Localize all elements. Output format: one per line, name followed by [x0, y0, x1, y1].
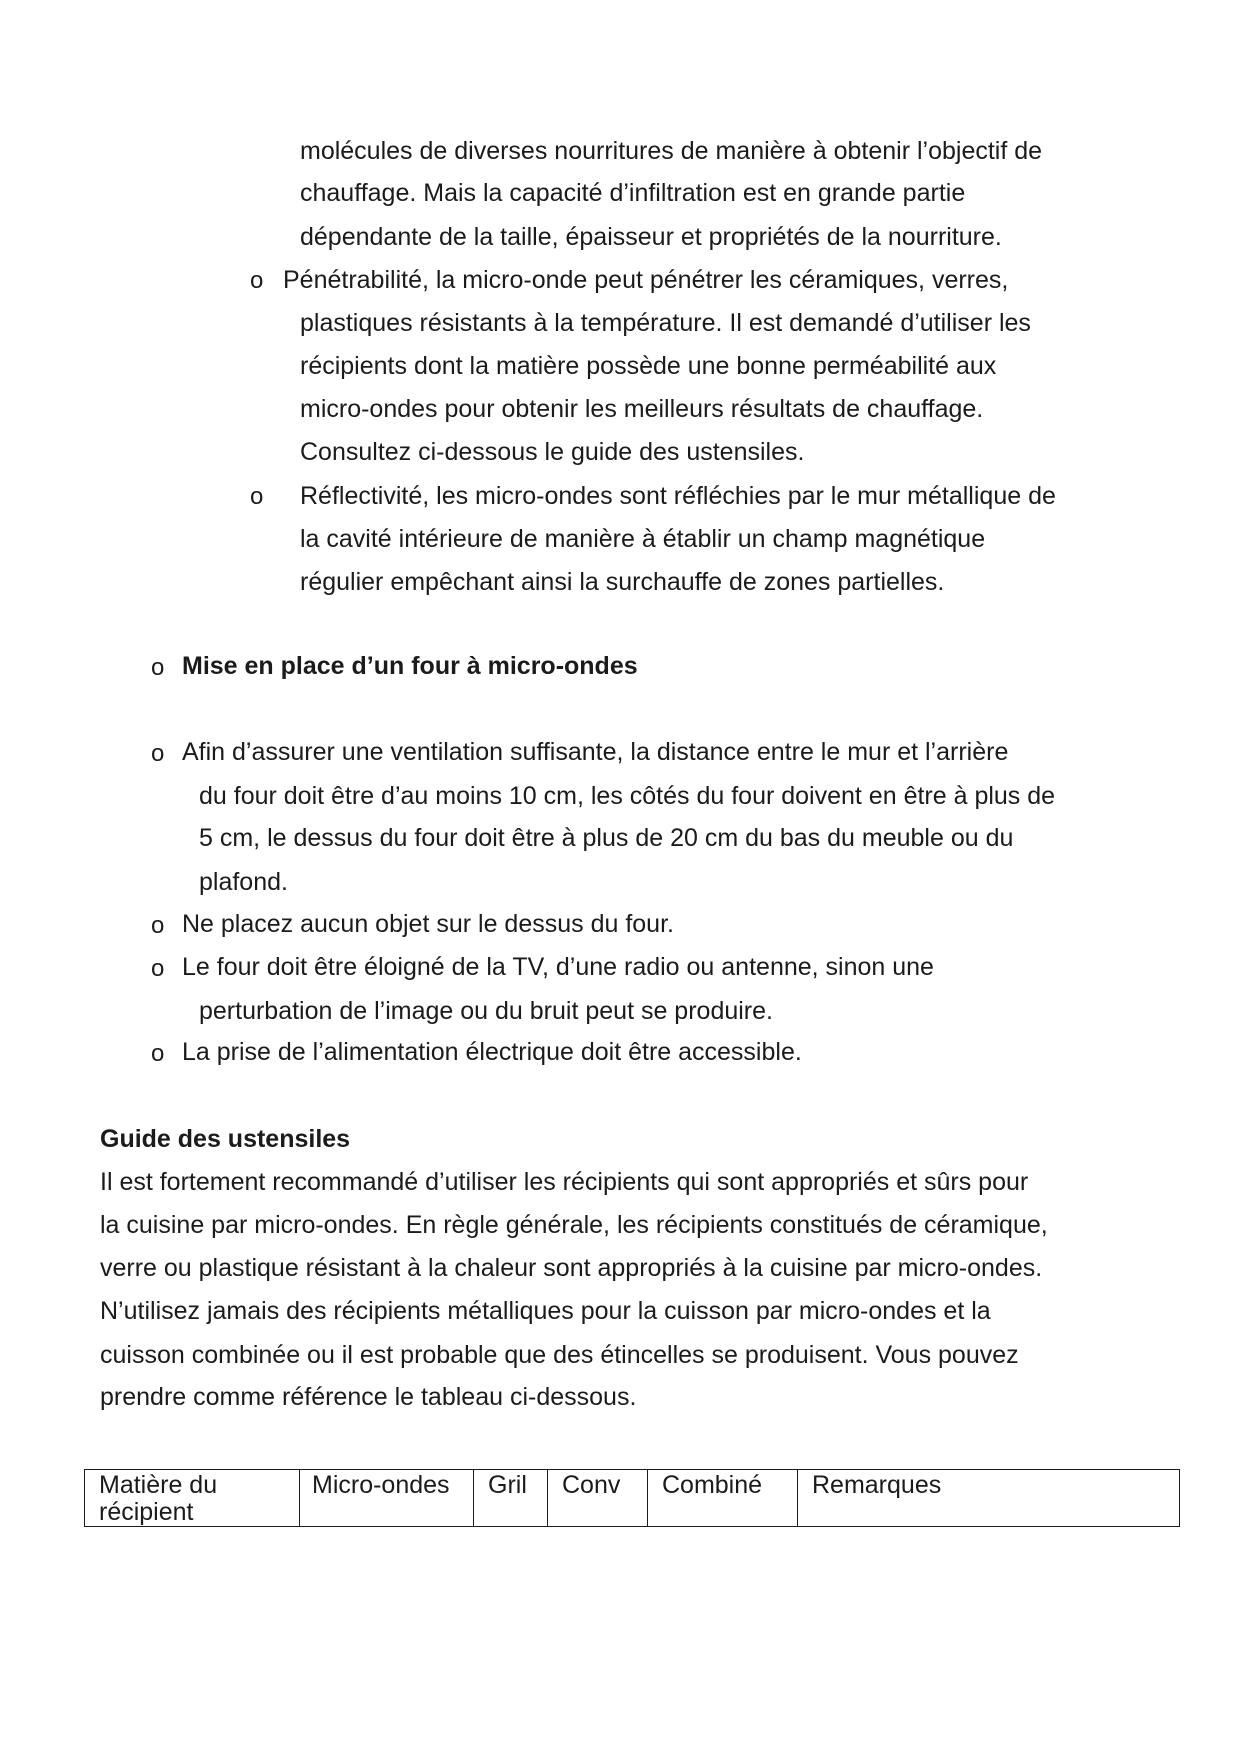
header-cell-grill: Gril	[474, 1470, 548, 1527]
header-cell-material	[85, 1470, 300, 1527]
header-cell-microwave: Micro-ondes	[300, 1470, 474, 1527]
bullet-marker: o	[151, 654, 165, 681]
setup-item-line: Le four doit être éloigné de la TV, d’une radio ou antenne, sinon une	[182, 953, 934, 981]
penetration-line: Pénétrabilité, la micro-onde peut pénétrer les céramiques, verres,	[283, 266, 1009, 294]
absorption-line: dépendante de la taille, épaisseur et propriétés de la nourriture.	[300, 223, 1002, 251]
setup-item-line: Afin d’assurer une ventilation suffisante, la distance entre le mur et l’arrière	[182, 738, 1009, 766]
setup-item-line: La prise de l’alimentation électrique doit être accessible.	[182, 1038, 802, 1066]
guide-paragraph-line: la cuisine par micro-ondes. En règle générale, les récipients constitués de céramique,	[100, 1211, 1048, 1239]
header-cell-remarks: Remarques	[798, 1470, 1180, 1527]
bullet-marker: o	[151, 912, 165, 939]
setup-item-line: perturbation de l’image ou du bruit peut se produire.	[199, 997, 773, 1025]
bullet-marker: o	[250, 267, 264, 294]
setup-item-line: plafond.	[199, 868, 288, 896]
penetration-line: plastiques résistants à la température. Il est demandé d’utiliser les	[300, 309, 1031, 337]
reflectivity-line: Réflectivité, les micro-ondes sont réfléchies par le mur métallique de	[300, 482, 1056, 510]
guide-paragraph-line: prendre comme référence le tableau ci-dessous.	[100, 1383, 637, 1411]
guide-paragraph-line: Il est fortement recommandé d’utiliser les récipients qui sont appropriés et sûrs pour	[100, 1168, 1029, 1196]
reflectivity-line: la cavité intérieure de manière à établir un champ magnétique	[300, 525, 986, 553]
header-cell-material-line: récipient	[99, 1498, 194, 1526]
setup-item-line: Ne placez aucun objet sur le dessus du four.	[182, 910, 674, 938]
guide-paragraph-line: verre ou plastique résistant à la chaleur sont appropriés à la cuisine par micro-ondes.	[100, 1254, 1043, 1282]
setup-heading: Mise en place d’un four à micro-ondes	[182, 652, 638, 680]
utensil-table	[84, 1469, 1180, 1527]
bullet-marker: o	[151, 740, 165, 767]
penetration-line: Consultez ci-dessous le guide des ustensiles.	[300, 438, 805, 466]
header-cell-combined: Combiné	[648, 1470, 798, 1527]
absorption-line: chauffage. Mais la capacité d’infiltration est en grande partie	[300, 179, 966, 207]
bullet-marker: o	[151, 955, 165, 982]
absorption-line: molécules de diverses nourritures de manière à obtenir l’objectif de	[300, 137, 1043, 165]
table-header-row	[85, 1470, 1180, 1527]
header-cell-material-line: Matière du	[99, 1471, 218, 1499]
guide-paragraph-line: N’utilisez jamais des récipients métalliques pour la cuisson par micro-ondes et la	[100, 1297, 991, 1325]
bullet-marker: o	[151, 1040, 165, 1067]
penetration-line: récipients dont la matière possède une bonne perméabilité aux	[300, 352, 997, 380]
reflectivity-line: régulier empêchant ainsi la surchauffe de zones partielles.	[300, 568, 945, 596]
bullet-marker: o	[250, 483, 264, 510]
guide-paragraph-line: cuisson combinée ou il est probable que des étincelles se produisent. Vous pouvez	[100, 1341, 1019, 1369]
setup-item-line: 5 cm, le dessus du four doit être à plus de 20 cm du bas du meuble ou du	[199, 824, 1014, 852]
penetration-line: micro-ondes pour obtenir les meilleurs résultats de chauffage.	[300, 395, 984, 423]
header-cell-convection: Conv	[548, 1470, 648, 1527]
guide-title: Guide des ustensiles	[100, 1125, 351, 1153]
setup-item-line: du four doit être d’au moins 10 cm, les côtés du four doivent en être à plus de	[199, 782, 1056, 810]
